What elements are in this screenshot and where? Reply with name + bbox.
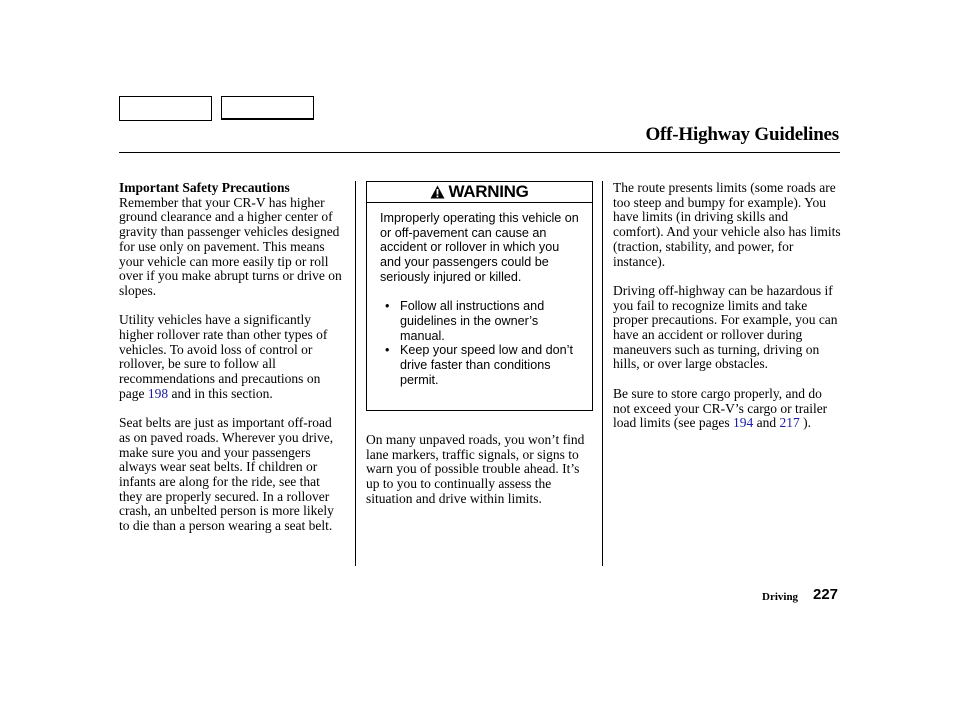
warning-body: [367, 203, 592, 387]
hazard-paragraph: Driving off-highway can be hazardous if you fail to recognize limits and take proper precautions. For example, you can have an accident or rollover during maneuvers such as turning, driving on hills, or over large obstacles.: [613, 282, 838, 372]
footer-section-label: Driving: [762, 591, 799, 603]
section-tab-1: [119, 96, 212, 121]
title-rule: [119, 152, 840, 153]
rollover-paragraph: [119, 313, 345, 401]
page-number: 227: [813, 586, 839, 603]
page-link-194[interactable]: 194: [732, 415, 754, 431]
page-link-217[interactable]: 217: [779, 415, 800, 431]
warning-box: [366, 181, 593, 411]
warning-list-item: [385, 299, 579, 343]
page-title: Off-Highway Guidelines: [645, 124, 839, 145]
paragraph-text: Remember that your CR-V has higher ground clearance and a higher center of gravity than passenger vehicles designed for use only on pavement. This means your vehicle can more easily tip or roll over if you make abrupt turns or drive on slopes.: [119, 194, 342, 298]
warning-list-item-text: Follow all instructions and guidelines in the owner’s manual.: [400, 299, 545, 343]
column-2: [366, 181, 592, 521]
column-3: [613, 181, 841, 446]
warning-list: [380, 299, 579, 387]
paragraph-text: and: [756, 415, 777, 431]
warning-triangle-icon: [430, 185, 445, 199]
section-tab-2: [221, 96, 314, 120]
seat-belts-paragraph: Seat belts are just as important off-road as on paved roads. Wherever you drive, make sure you and your passengers always wear seat belts. If children or infants are along for the ride, see that they are properly secured. In a rollover crash, an unbelted person is more likely to die than a person wearing a seat belt.: [119, 415, 334, 534]
warning-list-item-text: Keep your speed low and don’t drive faster than conditions permit.: [400, 343, 573, 387]
safety-precautions-paragraph: [119, 181, 345, 299]
route-limits-paragraph: The route presents limits (some roads are too steep and bumpy for example). You have limits (in driving skills and comfort). And your vehicle also has limits (traction, stability, and power, for instance).: [613, 180, 841, 269]
column-1: [119, 181, 345, 549]
paragraph-text: Utility vehicles have a significantly higher rollover rate than other types of vehicles. To avoid loss of control or rollover, be sure to follow all recommendations and precautions on page: [119, 312, 328, 401]
column-divider-2: [602, 181, 603, 566]
section-heading: Important Safety Precautions: [119, 180, 290, 195]
bullet-glyph: •: [385, 343, 390, 358]
paragraph-text: and in this section.: [171, 385, 273, 401]
warning-list-item: [385, 343, 579, 387]
warning-header: [367, 182, 592, 203]
bullet-glyph: •: [385, 299, 390, 314]
paragraph-text: ).: [803, 415, 811, 431]
warning-text: Improperly operating this vehicle on or off-pavement can cause an accident or rollover in which you and your passengers could be seriously injured or killed.: [380, 211, 579, 284]
column-divider-1: [355, 181, 356, 566]
page-link-198[interactable]: 198: [147, 385, 169, 401]
cargo-paragraph: [613, 387, 841, 431]
unpaved-roads-paragraph: On many unpaved roads, you won’t find lane markers, traffic signals, or signs to warn you of possible trouble ahead. It’s up to you to continually assess the situation and drive within limits.: [366, 432, 585, 506]
warning-title: WARNING: [448, 181, 529, 201]
paragraph-text: Be sure to store cargo properly, and do not exceed your CR-V’s cargo or trailer load limits (see pages: [613, 385, 828, 431]
